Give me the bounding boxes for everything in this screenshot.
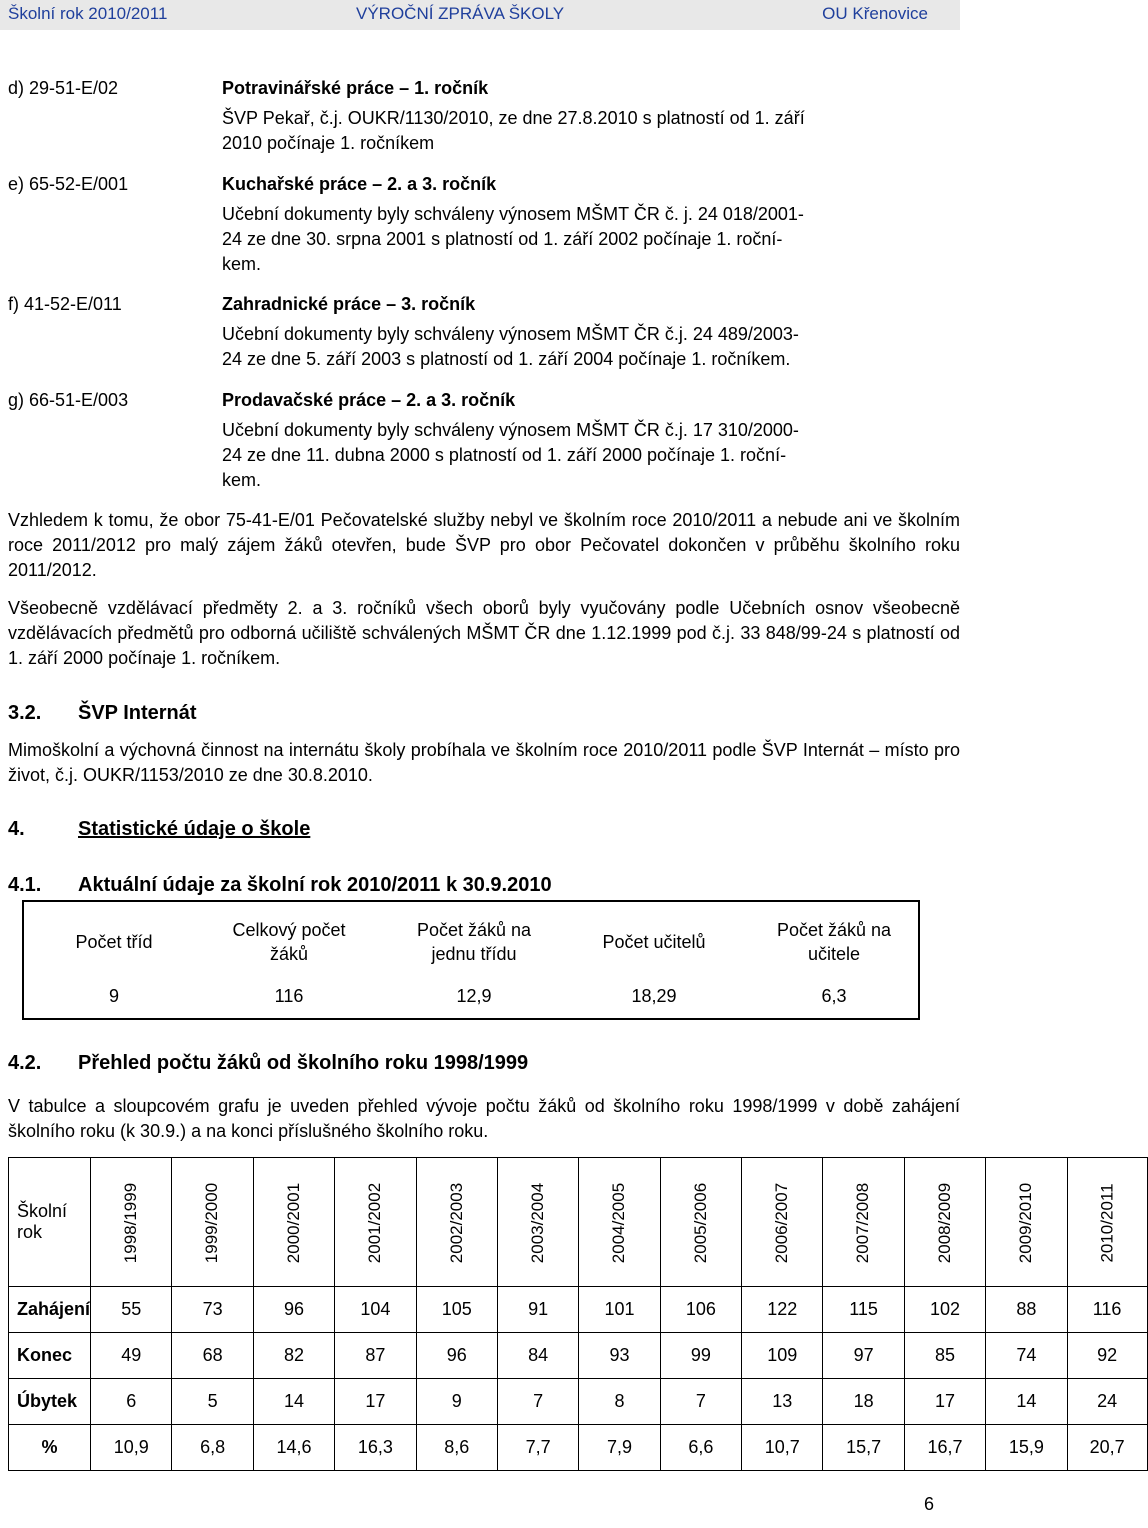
header-report-title: VÝROČNÍ ZPRÁVA ŠKOLY: [356, 4, 565, 23]
table-cell: 16,3: [335, 1425, 416, 1471]
history-row-percent: [9, 1425, 1148, 1471]
table-cell: 15,7: [823, 1425, 904, 1471]
year-header: 2003/2004: [528, 1182, 548, 1263]
table-cell: 93: [579, 1333, 660, 1379]
table-cell: 7,7: [497, 1425, 578, 1471]
table-cell: 85: [904, 1333, 985, 1379]
table-cell: 7: [660, 1379, 741, 1425]
table-cell: 5: [172, 1379, 253, 1425]
row-label: Konec: [9, 1333, 91, 1379]
current-stats-table: [22, 900, 920, 1020]
program-code: d) 29-51-E/02: [8, 78, 119, 98]
year-header: 2006/2007: [772, 1182, 792, 1263]
stats-value: 18,29: [631, 986, 677, 1006]
year-header: 2010/2011: [1097, 1182, 1117, 1263]
history-header-row: [9, 1158, 1148, 1287]
table-cell: 82: [253, 1333, 334, 1379]
year-header: 2007/2008: [853, 1182, 873, 1263]
row-label: Úbytek: [9, 1379, 91, 1425]
table-cell: 105: [416, 1287, 497, 1333]
program-line: kem.: [222, 254, 262, 274]
history-row-loss: [9, 1379, 1148, 1425]
table-cell: 49: [91, 1333, 172, 1379]
student-history-table: [8, 1157, 1148, 1471]
section-title: Aktuální údaje za školní rok 2010/2011 k 30.9.2010: [78, 874, 552, 896]
program-line: Učební dokumenty byly schváleny výnosem MŠMT ČR č.j. 17 310/2000-: [222, 420, 799, 440]
table-cell: 115: [823, 1287, 904, 1333]
year-header: 2002/2003: [446, 1182, 466, 1263]
section-title: Statistické údaje o škole: [78, 818, 311, 840]
section-title: ŠVP Internát: [78, 702, 197, 724]
table-cell: 91: [497, 1287, 578, 1333]
table-cell: 13: [742, 1379, 823, 1425]
stats-header: Celkový počet žáků: [232, 920, 346, 964]
page-header: [0, 0, 960, 30]
program-line: 24 ze dne 30. srpna 2001 s platností od 1. září 2002 počínaje 1. roční-: [222, 229, 783, 249]
table-cell: 96: [253, 1287, 334, 1333]
paragraph-nursing-program: Vzhledem k tomu, že obor 75-41-E/01 Pečovatelské služby nebyl ve školním roce 2010/2011 a nebude ani ve školním roce 2011/2012 pro malý zájem žáků otevřen, bude ŠVP pro obor Pečovatel dokončen v průběhu školního roku 2011/2012.: [8, 510, 960, 580]
section-number: 3.2.: [8, 702, 42, 724]
section-number: 4.1.: [8, 874, 42, 896]
program-code: f) 41-52-E/011: [8, 294, 122, 314]
header-school-name: OU Křenovice: [822, 4, 928, 23]
table-cell: 104: [335, 1287, 416, 1333]
year-header: 1999/2000: [202, 1182, 222, 1263]
table-cell: 14,6: [253, 1425, 334, 1471]
table-cell: 15,9: [986, 1425, 1067, 1471]
table-cell: 106: [660, 1287, 741, 1333]
table-cell: 97: [823, 1333, 904, 1379]
table-cell: 6,8: [172, 1425, 253, 1471]
table-cell: 8: [579, 1379, 660, 1425]
stats-value: 6,3: [821, 986, 847, 1006]
program-line: Učební dokumenty byly schváleny výnosem MŠMT ČR č.j. 24 489/2003-: [222, 324, 799, 344]
section-number: 4.2.: [8, 1052, 42, 1074]
program-title: Kuchařské práce – 2. a 3. ročník: [222, 174, 497, 194]
table-cell: 6,6: [660, 1425, 741, 1471]
table-cell: 16,7: [904, 1425, 985, 1471]
table-cell: 102: [904, 1287, 985, 1333]
year-header: 2001/2002: [365, 1182, 385, 1263]
table-cell: 17: [904, 1379, 985, 1425]
program-line: 2010 počínaje 1. ročníkem: [222, 133, 435, 153]
stats-header: Počet žáků na jednu třídu: [416, 920, 532, 964]
table-cell: 17: [335, 1379, 416, 1425]
table-cell: 14: [986, 1379, 1067, 1425]
table-cell: 96: [416, 1333, 497, 1379]
stats-header: Počet žáků na učitele: [776, 920, 892, 964]
table-cell: 116: [1067, 1287, 1147, 1333]
year-header: 2000/2001: [283, 1182, 303, 1263]
table-cell: 6: [91, 1379, 172, 1425]
table-cell: 68: [172, 1333, 253, 1379]
table-cell: 8,6: [416, 1425, 497, 1471]
table-cell: 74: [986, 1333, 1067, 1379]
year-header: 2008/2009: [934, 1182, 954, 1263]
paragraph-general-subjects: Všeobecně vzdělávací předměty 2. a 3. ročníků všech oborů byly vyučovány podle Učebních osnov všeobecně vzdělávacích předmětů pro odborná učiliště schválených MŠMT ČR dne 1.12.1999 pod č.j. 33 848/99-24 s platností od 1. září 2000 počínaje 1. ročníkem.: [8, 598, 960, 668]
stats-header: Počet učitelů: [602, 932, 706, 952]
table-cell: 24: [1067, 1379, 1147, 1425]
program-line: 24 ze dne 5. září 2003 s platností od 1. září 2004 počínaje 1. ročníkem.: [222, 349, 791, 369]
table-cell: 7,9: [579, 1425, 660, 1471]
year-header: 2005/2006: [690, 1182, 710, 1263]
stats-header: Počet tříd: [75, 932, 153, 952]
table-cell: 122: [742, 1287, 823, 1333]
history-row-start: [9, 1287, 1148, 1333]
table-cell: 10,9: [91, 1425, 172, 1471]
history-row-end: [9, 1333, 1148, 1379]
history-corner-label: Školní rok: [9, 1158, 91, 1287]
table-cell: 99: [660, 1333, 741, 1379]
table-cell: 88: [986, 1287, 1067, 1333]
program-title: Prodavačské práce – 2. a 3. ročník: [222, 390, 516, 410]
header-school-year: Školní rok 2010/2011: [8, 4, 168, 23]
program-code: e) 65-52-E/001: [8, 174, 129, 194]
row-label: Zahájení: [9, 1287, 91, 1333]
table-cell: 109: [742, 1333, 823, 1379]
paragraph-internat: Mimoškolní a výchovná činnost na internátu školy probíhala ve školním roce 2010/2011 podle ŠVP Internát – místo pro život, č.j. OUKR/1153/2010 ze dne 30.8.2010.: [8, 740, 960, 785]
program-line: ŠVP Pekař, č.j. OUKR/1130/2010, ze dne 27.8.2010 s platností od 1. září: [222, 108, 805, 128]
program-line: 24 ze dne 11. dubna 2000 s platností od 1. září 2000 počínaje 1. roční-: [222, 445, 787, 465]
table-cell: 87: [335, 1333, 416, 1379]
table-cell: 101: [579, 1287, 660, 1333]
table-cell: 55: [91, 1287, 172, 1333]
program-title: Zahradnické práce – 3. ročník: [222, 294, 476, 314]
program-line: kem.: [222, 470, 262, 490]
stats-value: 116: [274, 986, 304, 1006]
year-header: 2009/2010: [1016, 1182, 1036, 1263]
table-cell: 84: [497, 1333, 578, 1379]
row-label: %: [9, 1425, 91, 1471]
section-title: Přehled počtu žáků od školního roku 1998/1999: [78, 1052, 529, 1074]
stats-value: 12,9: [456, 986, 492, 1006]
table-cell: 18: [823, 1379, 904, 1425]
program-line: Učební dokumenty byly schváleny výnosem MŠMT ČR č. j. 24 018/2001-: [222, 204, 804, 224]
paragraph-history-intro: V tabulce a sloupcovém grafu je uveden přehled vývoje počtu žáků od školního roku 1998/1999 v době zahájení školního roku (k 30.9.) a na konci příslušného školního roku.: [8, 1096, 960, 1141]
table-cell: 92: [1067, 1333, 1147, 1379]
table-cell: 14: [253, 1379, 334, 1425]
year-header: 1998/1999: [121, 1182, 141, 1263]
year-header: 2004/2005: [609, 1182, 629, 1263]
table-cell: 9: [416, 1379, 497, 1425]
table-cell: 20,7: [1067, 1425, 1147, 1471]
stats-value: 9: [108, 986, 119, 1006]
page-number: 6: [923, 1494, 934, 1514]
table-cell: 7: [497, 1379, 578, 1425]
section-number: 4.: [8, 818, 25, 840]
table-cell: 10,7: [742, 1425, 823, 1471]
program-title: Potravinářské práce – 1. ročník: [222, 78, 489, 98]
table-cell: 73: [172, 1287, 253, 1333]
program-code: g) 66-51-E/003: [8, 390, 129, 410]
